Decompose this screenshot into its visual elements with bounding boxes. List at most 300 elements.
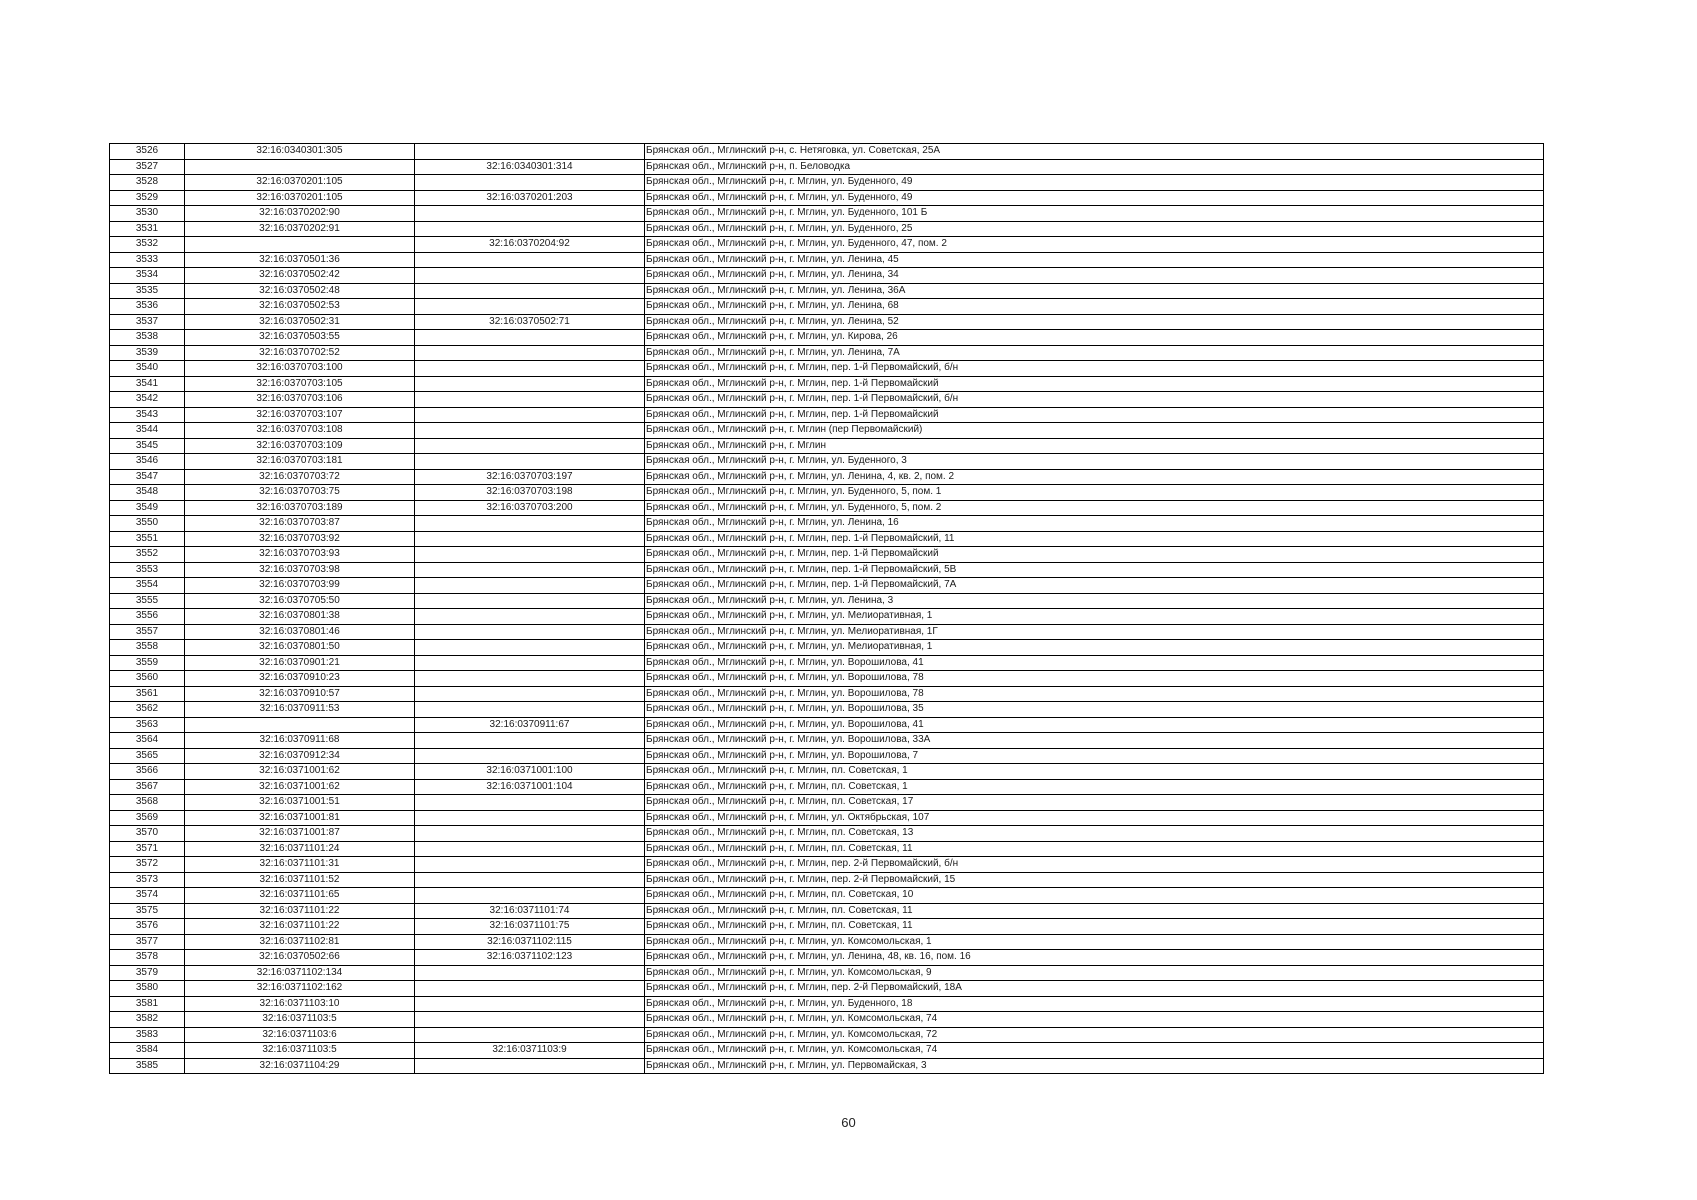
address-cell: Брянская обл., Мглинский р-н, г. Мглин, ул. Ленина, 3 (645, 593, 1544, 609)
land-parcel-number-cell: 32:16:0370703:72 (185, 469, 415, 485)
row-number-cell: 3555 (110, 593, 185, 609)
land-parcel-number-cell: 32:16:0371103:5 (185, 1012, 415, 1028)
building-number-cell: 32:16:0371001:104 (415, 779, 645, 795)
building-number-cell (415, 345, 645, 361)
building-number-cell: 32:16:0371102:115 (415, 934, 645, 950)
row-number-cell: 3526 (110, 144, 185, 160)
table-row (110, 330, 1544, 346)
building-number-cell (415, 454, 645, 470)
table-row (110, 454, 1544, 470)
row-number-cell: 3570 (110, 826, 185, 842)
address-cell: Брянская обл., Мглинский р-н, г. Мглин, ул. Ленина, 36А (645, 283, 1544, 299)
building-number-cell (415, 330, 645, 346)
building-number-cell (415, 671, 645, 687)
table-row (110, 965, 1544, 981)
address-cell: Брянская обл., Мглинский р-н, г. Мглин, пер. 1-й Первомайский (645, 376, 1544, 392)
table-row (110, 609, 1544, 625)
address-cell: Брянская обл., Мглинский р-н, г. Мглин, пл. Советская, 17 (645, 795, 1544, 811)
address-cell: Брянская обл., Мглинский р-н, г. Мглин, ул. Буденного, 3 (645, 454, 1544, 470)
table-row (110, 268, 1544, 284)
address-cell: Брянская обл., Мглинский р-н, г. Мглин, пер. 2-й Первомайский, б/н (645, 857, 1544, 873)
row-number-cell: 3581 (110, 996, 185, 1012)
row-number-cell: 3580 (110, 981, 185, 997)
row-number-cell: 3571 (110, 841, 185, 857)
land-parcel-number-cell: 32:16:0370703:108 (185, 423, 415, 439)
building-number-cell (415, 283, 645, 299)
address-cell: Брянская обл., Мглинский р-н, г. Мглин, ул. Ленина, 52 (645, 314, 1544, 330)
table-row (110, 562, 1544, 578)
address-cell: Брянская обл., Мглинский р-н, г. Мглин, ул. Комсомольская, 74 (645, 1043, 1544, 1059)
building-number-cell (415, 795, 645, 811)
address-cell: Брянская обл., Мглинский р-н, г. Мглин, ул. Ворошилова, 35 (645, 702, 1544, 718)
land-parcel-number-cell: 32:16:0370901:21 (185, 655, 415, 671)
land-parcel-number-cell: 32:16:0370703:98 (185, 562, 415, 578)
row-number-cell: 3553 (110, 562, 185, 578)
table-row (110, 593, 1544, 609)
land-parcel-number-cell: 32:16:0370502:53 (185, 299, 415, 315)
land-parcel-number-cell: 32:16:0370202:91 (185, 221, 415, 237)
address-cell: Брянская обл., Мглинский р-н, г. Мглин, пл. Советская, 1 (645, 779, 1544, 795)
land-parcel-number-cell: 32:16:0371101:65 (185, 888, 415, 904)
land-parcel-number-cell: 32:16:0370801:38 (185, 609, 415, 625)
row-number-cell: 3541 (110, 376, 185, 392)
land-parcel-number-cell: 32:16:0371001:62 (185, 779, 415, 795)
building-number-cell (415, 206, 645, 222)
building-number-cell (415, 1058, 645, 1074)
land-parcel-number-cell: 32:16:0371001:87 (185, 826, 415, 842)
address-cell: Брянская обл., Мглинский р-н, г. Мглин, пер. 1-й Первомайский (645, 407, 1544, 423)
land-parcel-number-cell: 32:16:0370201:105 (185, 190, 415, 206)
table-row (110, 423, 1544, 439)
row-number-cell: 3565 (110, 748, 185, 764)
row-number-cell: 3566 (110, 764, 185, 780)
land-parcel-number-cell: 32:16:0370703:92 (185, 531, 415, 547)
page-number: 60 (841, 1115, 856, 1130)
land-parcel-number-cell (185, 717, 415, 733)
row-number-cell: 3534 (110, 268, 185, 284)
land-parcel-number-cell: 32:16:0371001:51 (185, 795, 415, 811)
building-number-cell (415, 609, 645, 625)
building-number-cell: 32:16:0371101:75 (415, 919, 645, 935)
address-cell: Брянская обл., Мглинский р-н, г. Мглин, ул. Ворошилова, 78 (645, 686, 1544, 702)
row-number-cell: 3536 (110, 299, 185, 315)
address-cell: Брянская обл., Мглинский р-н, г. Мглин, ул. Ворошилова, 41 (645, 655, 1544, 671)
building-number-cell (415, 221, 645, 237)
table-row (110, 1043, 1544, 1059)
land-parcel-number-cell: 32:16:0370503:55 (185, 330, 415, 346)
row-number-cell: 3540 (110, 361, 185, 377)
address-cell: Брянская обл., Мглинский р-н, г. Мглин, ул. Ленина, 4, кв. 2, пом. 2 (645, 469, 1544, 485)
building-number-cell: 32:16:0370703:200 (415, 500, 645, 516)
row-number-cell: 3544 (110, 423, 185, 439)
building-number-cell (415, 702, 645, 718)
address-cell: Брянская обл., Мглинский р-н, г. Мглин, пер. 1-й Первомайский, 11 (645, 531, 1544, 547)
table-row (110, 299, 1544, 315)
row-number-cell: 3546 (110, 454, 185, 470)
address-cell: Брянская обл., Мглинский р-н, п. Беловодка (645, 159, 1544, 175)
row-number-cell: 3528 (110, 175, 185, 191)
land-parcel-number-cell: 32:16:0370703:106 (185, 392, 415, 408)
address-cell: Брянская обл., Мглинский р-н, с. Нетяговка, ул. Советская, 25А (645, 144, 1544, 160)
land-parcel-number-cell (185, 159, 415, 175)
address-cell: Брянская обл., Мглинский р-н, г. Мглин (пер Первомайский) (645, 423, 1544, 439)
address-cell: Брянская обл., Мглинский р-н, г. Мглин, ул. Комсомольская, 9 (645, 965, 1544, 981)
address-cell: Брянская обл., Мглинский р-н, г. Мглин, ул. Ленина, 7А (645, 345, 1544, 361)
building-number-cell (415, 981, 645, 997)
address-cell: Брянская обл., Мглинский р-н, г. Мглин, ул. Ленина, 45 (645, 252, 1544, 268)
address-cell: Брянская обл., Мглинский р-н, г. Мглин, ул. Мелиоративная, 1Г (645, 624, 1544, 640)
table-row (110, 1012, 1544, 1028)
row-number-cell: 3554 (110, 578, 185, 594)
table-row (110, 531, 1544, 547)
table-row (110, 221, 1544, 237)
land-parcel-number-cell: 32:16:0371101:24 (185, 841, 415, 857)
row-number-cell: 3573 (110, 872, 185, 888)
table-row (110, 190, 1544, 206)
building-number-cell: 32:16:0340301:314 (415, 159, 645, 175)
table-row (110, 159, 1544, 175)
row-number-cell: 3533 (110, 252, 185, 268)
table-row (110, 640, 1544, 656)
land-parcel-number-cell: 32:16:0370801:46 (185, 624, 415, 640)
land-parcel-number-cell: 32:16:0370911:53 (185, 702, 415, 718)
table-row (110, 500, 1544, 516)
row-number-cell: 3530 (110, 206, 185, 222)
table-row (110, 934, 1544, 950)
table-row (110, 686, 1544, 702)
building-number-cell (415, 655, 645, 671)
address-cell: Брянская обл., Мглинский р-н, г. Мглин, пл. Советская, 11 (645, 841, 1544, 857)
address-cell: Брянская обл., Мглинский р-н, г. Мглин, ул. Ворошилова, 41 (645, 717, 1544, 733)
building-number-cell (415, 175, 645, 191)
land-parcel-number-cell: 32:16:0370705:50 (185, 593, 415, 609)
address-cell: Брянская обл., Мглинский р-н, г. Мглин, пл. Советская, 13 (645, 826, 1544, 842)
address-cell: Брянская обл., Мглинский р-н, г. Мглин, ул. Мелиоративная, 1 (645, 640, 1544, 656)
land-parcel-number-cell: 32:16:0371103:10 (185, 996, 415, 1012)
address-cell: Брянская обл., Мглинский р-н, г. Мглин, пер. 1-й Первомайский, 7А (645, 578, 1544, 594)
building-number-cell (415, 252, 645, 268)
land-parcel-number-cell: 32:16:0371104:29 (185, 1058, 415, 1074)
address-cell: Брянская обл., Мглинский р-н, г. Мглин, ул. Октябрьская, 107 (645, 810, 1544, 826)
table-row (110, 283, 1544, 299)
land-parcel-number-cell: 32:16:0370502:66 (185, 950, 415, 966)
land-parcel-number-cell: 32:16:0370501:36 (185, 252, 415, 268)
building-number-cell (415, 640, 645, 656)
address-cell: Брянская обл., Мглинский р-н, г. Мглин, ул. Комсомольская, 74 (645, 1012, 1544, 1028)
row-number-cell: 3584 (110, 1043, 185, 1059)
table-row (110, 252, 1544, 268)
row-number-cell: 3576 (110, 919, 185, 935)
row-number-cell: 3558 (110, 640, 185, 656)
land-parcel-number-cell: 32:16:0370702:52 (185, 345, 415, 361)
row-number-cell: 3529 (110, 190, 185, 206)
building-number-cell (415, 857, 645, 873)
building-number-cell (415, 733, 645, 749)
row-number-cell: 3583 (110, 1027, 185, 1043)
table-row (110, 996, 1544, 1012)
table-row (110, 314, 1544, 330)
building-number-cell (415, 516, 645, 532)
table-row (110, 810, 1544, 826)
row-number-cell: 3531 (110, 221, 185, 237)
address-cell: Брянская обл., Мглинский р-н, г. Мглин, ул. Буденного, 47, пом. 2 (645, 237, 1544, 253)
row-number-cell: 3577 (110, 934, 185, 950)
land-parcel-number-cell: 32:16:0370703:87 (185, 516, 415, 532)
address-cell: Брянская обл., Мглинский р-н, г. Мглин, ул. Ворошилова, 7 (645, 748, 1544, 764)
land-parcel-number-cell: 32:16:0370911:68 (185, 733, 415, 749)
building-number-cell (415, 686, 645, 702)
building-number-cell (415, 593, 645, 609)
land-parcel-number-cell: 32:16:0371101:52 (185, 872, 415, 888)
building-number-cell: 32:16:0370703:197 (415, 469, 645, 485)
land-parcel-number-cell: 32:16:0370703:189 (185, 500, 415, 516)
row-number-cell: 3562 (110, 702, 185, 718)
land-parcel-number-cell: 32:16:0340301:305 (185, 144, 415, 160)
land-parcel-number-cell: 32:16:0370910:57 (185, 686, 415, 702)
row-number-cell: 3567 (110, 779, 185, 795)
row-number-cell: 3549 (110, 500, 185, 516)
building-number-cell (415, 826, 645, 842)
land-parcel-number-cell: 32:16:0370703:105 (185, 376, 415, 392)
land-parcel-number-cell: 32:16:0370703:100 (185, 361, 415, 377)
row-number-cell: 3579 (110, 965, 185, 981)
table-row (110, 981, 1544, 997)
address-cell: Брянская обл., Мглинский р-н, г. Мглин, пер. 1-й Первомайский, б/н (645, 392, 1544, 408)
table-row (110, 144, 1544, 160)
row-number-cell: 3547 (110, 469, 185, 485)
building-number-cell (415, 996, 645, 1012)
land-parcel-number-cell: 32:16:0370801:50 (185, 640, 415, 656)
address-cell: Брянская обл., Мглинский р-н, г. Мглин, ул. Ворошилова, 78 (645, 671, 1544, 687)
land-parcel-number-cell (185, 237, 415, 253)
row-number-cell: 3569 (110, 810, 185, 826)
table-row (110, 702, 1544, 718)
land-parcel-number-cell: 32:16:0370912:34 (185, 748, 415, 764)
building-number-cell (415, 361, 645, 377)
row-number-cell: 3585 (110, 1058, 185, 1074)
table-row (110, 392, 1544, 408)
table-row (110, 950, 1544, 966)
address-cell: Брянская обл., Мглинский р-н, г. Мглин, пл. Советская, 1 (645, 764, 1544, 780)
row-number-cell: 3559 (110, 655, 185, 671)
land-parcel-number-cell: 32:16:0371001:81 (185, 810, 415, 826)
table-row (110, 485, 1544, 501)
land-parcel-number-cell: 32:16:0371101:31 (185, 857, 415, 873)
land-parcel-number-cell: 32:16:0370703:109 (185, 438, 415, 454)
row-number-cell: 3575 (110, 903, 185, 919)
building-number-cell (415, 268, 645, 284)
building-number-cell (415, 965, 645, 981)
land-parcel-number-cell: 32:16:0370703:107 (185, 407, 415, 423)
table-row (110, 547, 1544, 563)
address-cell: Брянская обл., Мглинский р-н, г. Мглин, пл. Советская, 11 (645, 919, 1544, 935)
row-number-cell: 3542 (110, 392, 185, 408)
table-row (110, 376, 1544, 392)
row-number-cell: 3572 (110, 857, 185, 873)
building-number-cell (415, 423, 645, 439)
row-number-cell: 3557 (110, 624, 185, 640)
address-cell: Брянская обл., Мглинский р-н, г. Мглин, ул. Буденного, 5, пом. 1 (645, 485, 1544, 501)
building-number-cell (415, 578, 645, 594)
building-number-cell (415, 841, 645, 857)
building-number-cell (415, 547, 645, 563)
address-cell: Брянская обл., Мглинский р-н, г. Мглин, ул. Ворошилова, 33А (645, 733, 1544, 749)
building-number-cell (415, 872, 645, 888)
building-number-cell: 32:16:0370204:92 (415, 237, 645, 253)
table-row (110, 779, 1544, 795)
row-number-cell: 3535 (110, 283, 185, 299)
table-row (110, 872, 1544, 888)
land-parcel-number-cell: 32:16:0371102:81 (185, 934, 415, 950)
address-cell: Брянская обл., Мглинский р-н, г. Мглин, ул. Первомайская, 3 (645, 1058, 1544, 1074)
building-number-cell: 32:16:0370911:67 (415, 717, 645, 733)
land-parcel-number-cell: 32:16:0370502:42 (185, 268, 415, 284)
row-number-cell: 3561 (110, 686, 185, 702)
row-number-cell: 3527 (110, 159, 185, 175)
table-row (110, 748, 1544, 764)
address-cell: Брянская обл., Мглинский р-н, г. Мглин, ул. Мелиоративная, 1 (645, 609, 1544, 625)
row-number-cell: 3564 (110, 733, 185, 749)
building-number-cell: 32:16:0370201:203 (415, 190, 645, 206)
table-row (110, 671, 1544, 687)
cadastral-register-table (109, 143, 1544, 1074)
table-row (110, 206, 1544, 222)
building-number-cell: 32:16:0371102:123 (415, 950, 645, 966)
table-row (110, 407, 1544, 423)
land-parcel-number-cell: 32:16:0370202:90 (185, 206, 415, 222)
address-cell: Брянская обл., Мглинский р-н, г. Мглин, пер. 2-й Первомайский, 18А (645, 981, 1544, 997)
building-number-cell (415, 1012, 645, 1028)
land-parcel-number-cell: 32:16:0370703:99 (185, 578, 415, 594)
building-number-cell (415, 144, 645, 160)
row-number-cell: 3556 (110, 609, 185, 625)
row-number-cell: 3532 (110, 237, 185, 253)
row-number-cell: 3560 (110, 671, 185, 687)
building-number-cell (415, 407, 645, 423)
land-parcel-number-cell: 32:16:0370201:105 (185, 175, 415, 191)
row-number-cell: 3537 (110, 314, 185, 330)
row-number-cell: 3550 (110, 516, 185, 532)
land-parcel-number-cell: 32:16:0370502:48 (185, 283, 415, 299)
building-number-cell: 32:16:0371101:74 (415, 903, 645, 919)
address-cell: Брянская обл., Мглинский р-н, г. Мглин, ул. Комсомольская, 72 (645, 1027, 1544, 1043)
address-cell: Брянская обл., Мглинский р-н, г. Мглин, ул. Ленина, 48, кв. 16, пом. 16 (645, 950, 1544, 966)
table-row (110, 1058, 1544, 1074)
row-number-cell: 3582 (110, 1012, 185, 1028)
address-cell: Брянская обл., Мглинский р-н, г. Мглин, пер. 1-й Первомайский, б/н (645, 361, 1544, 377)
table-row (110, 175, 1544, 191)
address-cell: Брянская обл., Мглинский р-н, г. Мглин, ул. Буденного, 5, пом. 2 (645, 500, 1544, 516)
address-cell: Брянская обл., Мглинский р-н, г. Мглин, ул. Ленина, 16 (645, 516, 1544, 532)
address-cell: Брянская обл., Мглинский р-н, г. Мглин, ул. Кирова, 26 (645, 330, 1544, 346)
land-parcel-number-cell: 32:16:0370703:75 (185, 485, 415, 501)
building-number-cell: 32:16:0370502:71 (415, 314, 645, 330)
building-number-cell (415, 438, 645, 454)
land-parcel-number-cell: 32:16:0371101:22 (185, 919, 415, 935)
table-row (110, 655, 1544, 671)
address-cell: Брянская обл., Мглинский р-н, г. Мглин, ул. Буденного, 101 Б (645, 206, 1544, 222)
row-number-cell: 3568 (110, 795, 185, 811)
row-number-cell: 3563 (110, 717, 185, 733)
row-number-cell: 3543 (110, 407, 185, 423)
building-number-cell (415, 562, 645, 578)
building-number-cell: 32:16:0371103:9 (415, 1043, 645, 1059)
table-row (110, 764, 1544, 780)
address-cell: Брянская обл., Мглинский р-н, г. Мглин, ул. Ленина, 68 (645, 299, 1544, 315)
land-parcel-number-cell: 32:16:0370703:93 (185, 547, 415, 563)
register-table-body (110, 144, 1544, 1074)
land-parcel-number-cell: 32:16:0371102:162 (185, 981, 415, 997)
row-number-cell: 3539 (110, 345, 185, 361)
building-number-cell (415, 376, 645, 392)
land-parcel-number-cell: 32:16:0371101:22 (185, 903, 415, 919)
building-number-cell (415, 392, 645, 408)
table-row (110, 438, 1544, 454)
building-number-cell: 32:16:0371001:100 (415, 764, 645, 780)
building-number-cell (415, 531, 645, 547)
table-row (110, 624, 1544, 640)
address-cell: Брянская обл., Мглинский р-н, г. Мглин, ул. Буденного, 18 (645, 996, 1544, 1012)
table-row (110, 826, 1544, 842)
table-row (110, 733, 1544, 749)
land-parcel-number-cell: 32:16:0371103:5 (185, 1043, 415, 1059)
row-number-cell: 3551 (110, 531, 185, 547)
building-number-cell: 32:16:0370703:198 (415, 485, 645, 501)
building-number-cell (415, 1027, 645, 1043)
row-number-cell: 3545 (110, 438, 185, 454)
address-cell: Брянская обл., Мглинский р-н, г. Мглин, пл. Советская, 10 (645, 888, 1544, 904)
table-row (110, 841, 1544, 857)
land-parcel-number-cell: 32:16:0370502:31 (185, 314, 415, 330)
address-cell: Брянская обл., Мглинский р-н, г. Мглин, пер. 2-й Первомайский, 15 (645, 872, 1544, 888)
row-number-cell: 3574 (110, 888, 185, 904)
row-number-cell: 3578 (110, 950, 185, 966)
table-row (110, 903, 1544, 919)
address-cell: Брянская обл., Мглинский р-н, г. Мглин, пер. 1-й Первомайский, 5В (645, 562, 1544, 578)
address-cell: Брянская обл., Мглинский р-н, г. Мглин, пер. 1-й Первомайский (645, 547, 1544, 563)
address-cell: Брянская обл., Мглинский р-н, г. Мглин, пл. Советская, 11 (645, 903, 1544, 919)
building-number-cell (415, 810, 645, 826)
building-number-cell (415, 888, 645, 904)
row-number-cell: 3548 (110, 485, 185, 501)
address-cell: Брянская обл., Мглинский р-н, г. Мглин, ул. Буденного, 25 (645, 221, 1544, 237)
table-row (110, 795, 1544, 811)
land-parcel-number-cell: 32:16:0371102:134 (185, 965, 415, 981)
land-parcel-number-cell: 32:16:0371103:6 (185, 1027, 415, 1043)
row-number-cell: 3538 (110, 330, 185, 346)
table-row (110, 857, 1544, 873)
address-cell: Брянская обл., Мглинский р-н, г. Мглин, ул. Буденного, 49 (645, 175, 1544, 191)
address-cell: Брянская обл., Мглинский р-н, г. Мглин, ул. Буденного, 49 (645, 190, 1544, 206)
land-parcel-number-cell: 32:16:0370910:23 (185, 671, 415, 687)
table-row (110, 469, 1544, 485)
table-row (110, 919, 1544, 935)
building-number-cell (415, 299, 645, 315)
address-cell: Брянская обл., Мглинский р-н, г. Мглин, ул. Комсомольская, 1 (645, 934, 1544, 950)
table-row (110, 237, 1544, 253)
table-row (110, 717, 1544, 733)
table-row (110, 578, 1544, 594)
table-row (110, 1027, 1544, 1043)
table-row (110, 888, 1544, 904)
land-parcel-number-cell: 32:16:0371001:62 (185, 764, 415, 780)
land-parcel-number-cell: 32:16:0370703:181 (185, 454, 415, 470)
table-row (110, 361, 1544, 377)
table-row (110, 516, 1544, 532)
address-cell: Брянская обл., Мглинский р-н, г. Мглин, ул. Ленина, 34 (645, 268, 1544, 284)
building-number-cell (415, 624, 645, 640)
building-number-cell (415, 748, 645, 764)
